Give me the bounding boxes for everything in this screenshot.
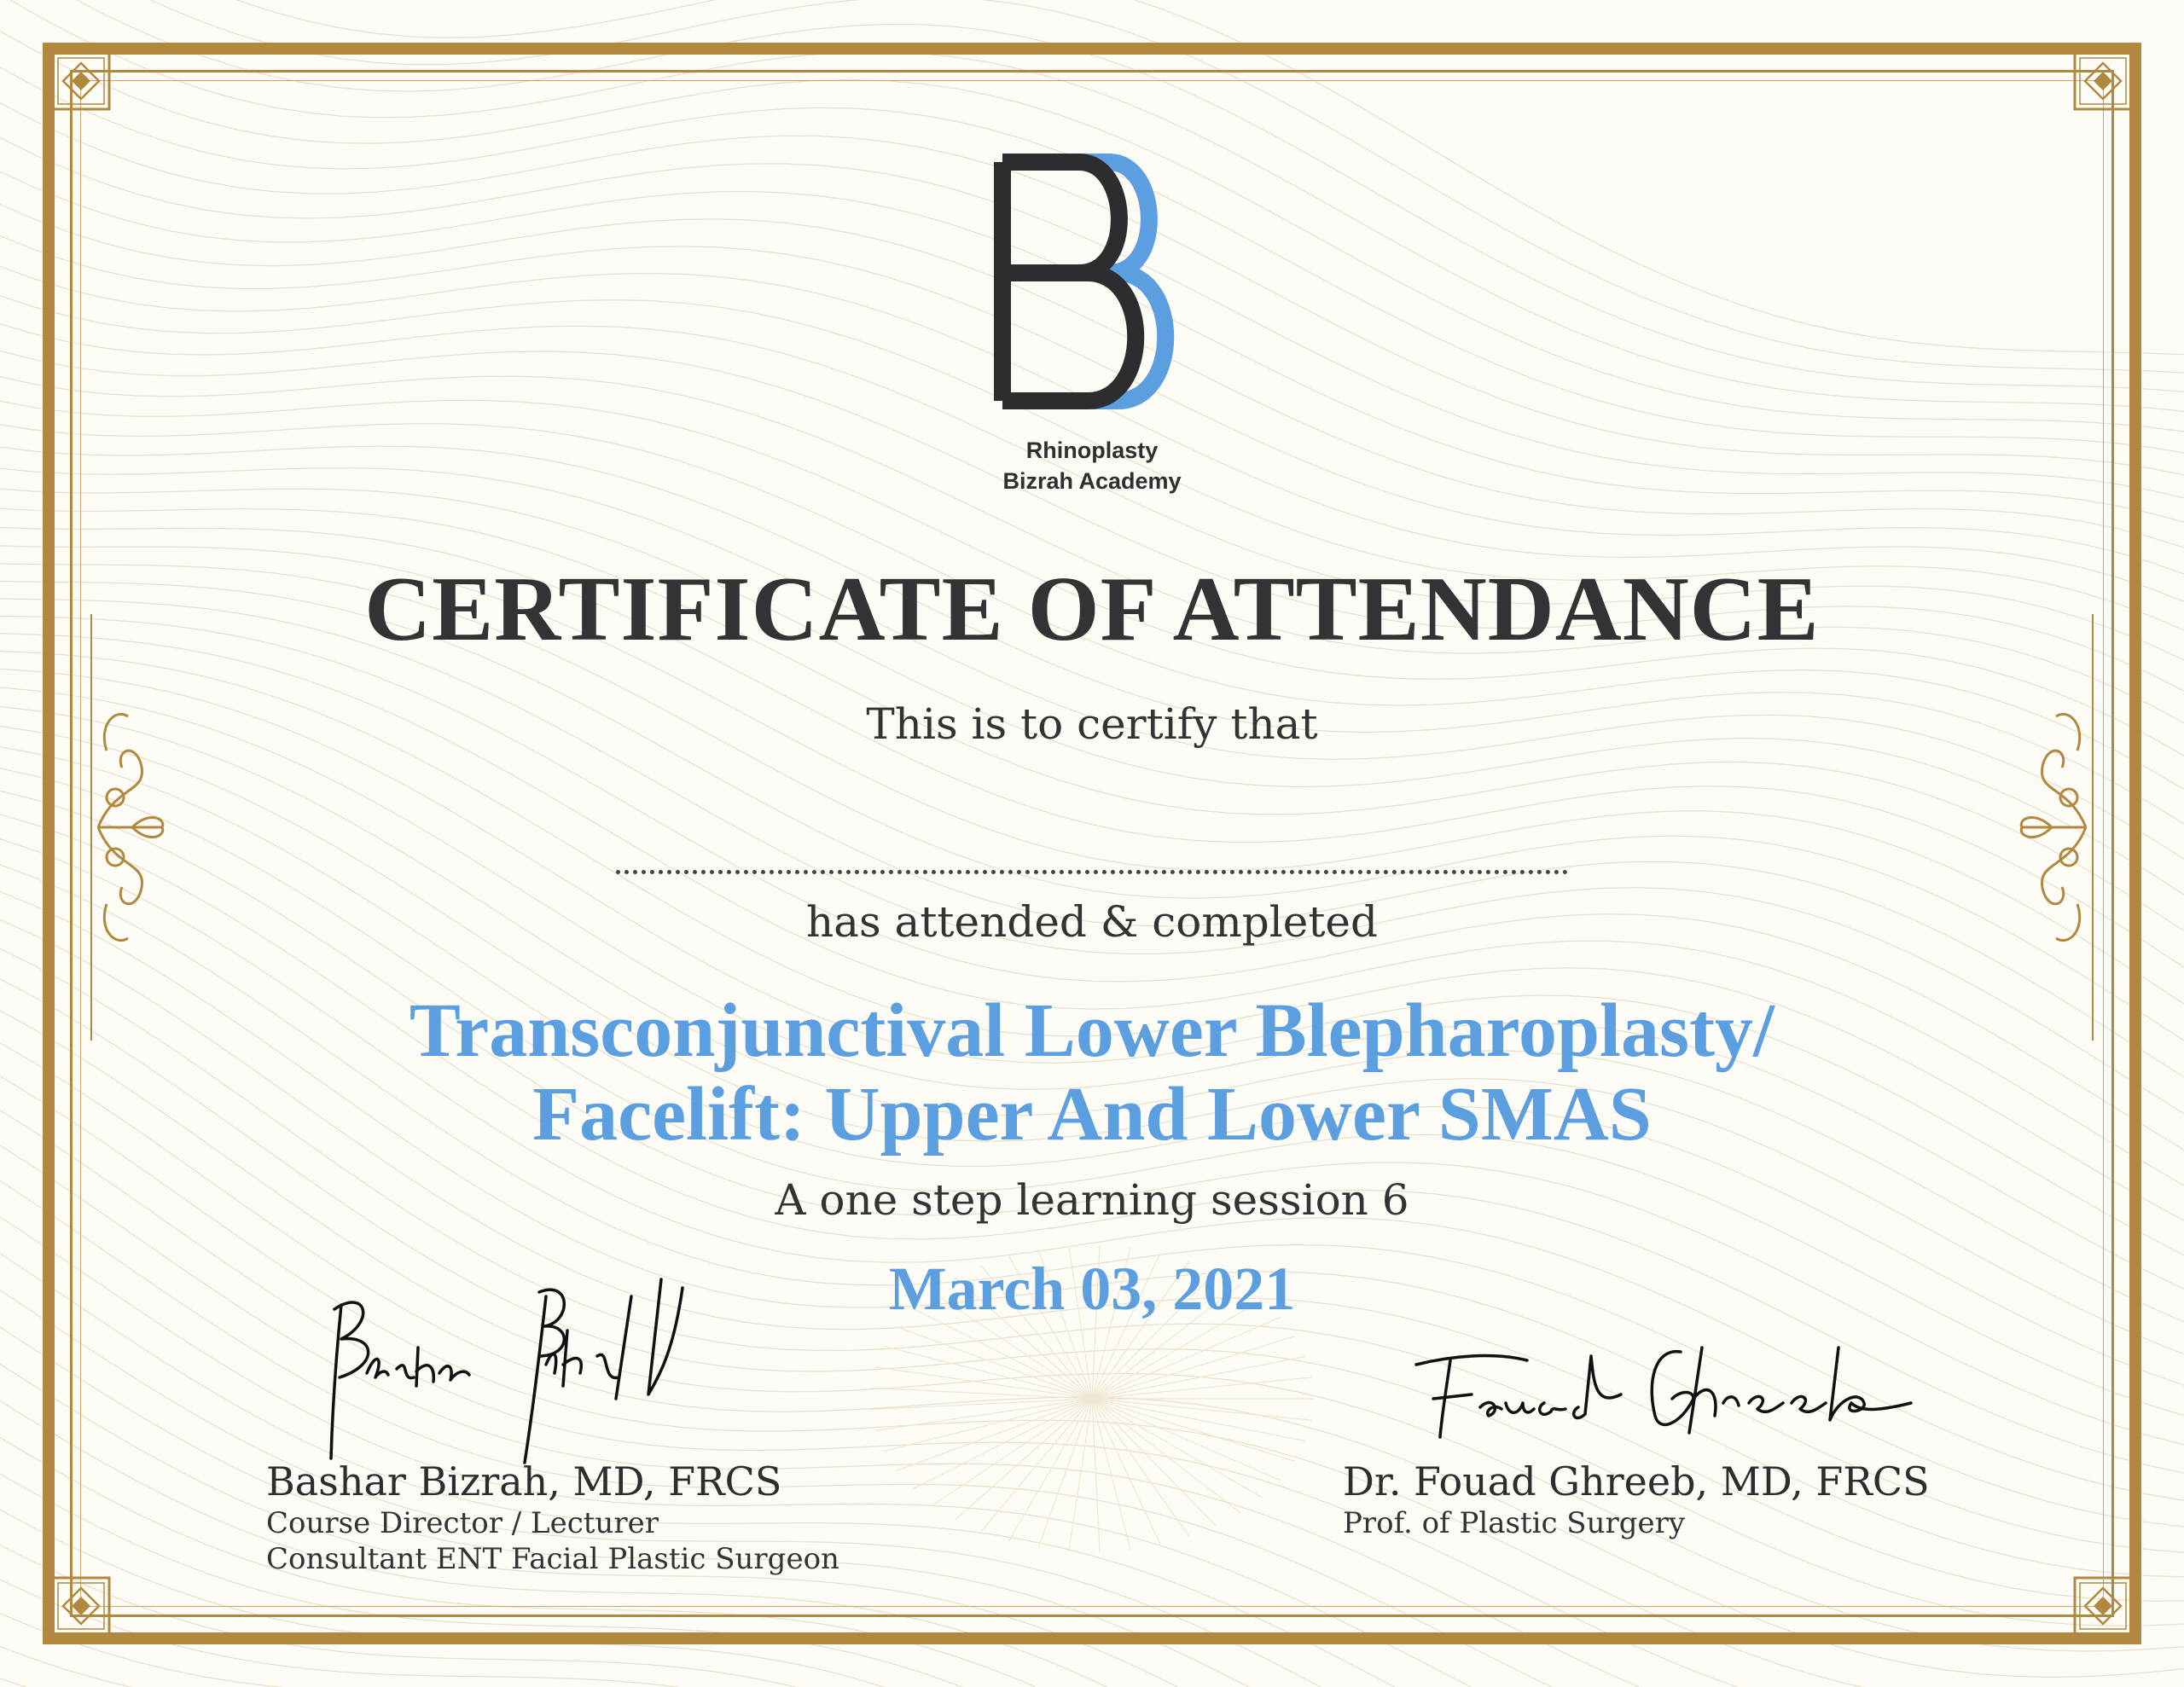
certificate-date: March 03, 2021 xyxy=(888,1255,1296,1323)
attended-text: has attended & completed xyxy=(805,897,1379,947)
certificate-title: CERTIFICATE OF ATTENDANCE xyxy=(364,559,1820,660)
signer-1-role-1: Course Director / Lecturer xyxy=(266,1506,659,1540)
corner-ornament-icon xyxy=(2073,1576,2133,1636)
signature-bashar-bizrah xyxy=(316,1271,725,1467)
course-title-line-1: Transconjunctival Lower Blepharoplasty/ xyxy=(409,988,1775,1073)
signer-2-role-1: Prof. of Plastic Surgery xyxy=(1343,1506,1686,1540)
right-flourish-icon xyxy=(2009,614,2103,1041)
corner-ornament-icon xyxy=(51,51,111,111)
course-title-line-2: Facelift: Upper And Lower SMAS xyxy=(532,1072,1652,1157)
left-flourish-icon xyxy=(81,614,175,1041)
academy-logo xyxy=(990,154,1194,426)
recipient-name-line xyxy=(616,870,1568,874)
academy-line-1: Rhinoplasty xyxy=(1025,438,1159,463)
guilloche-line xyxy=(0,1646,2184,1687)
corner-ornament-icon xyxy=(2073,51,2133,111)
signature-fouad-ghreeb xyxy=(1399,1330,1928,1458)
course-title xyxy=(0,989,2184,1157)
signer-1-name: Bashar Bizrah, MD, FRCS xyxy=(266,1458,782,1504)
corner-ornament-icon xyxy=(51,1576,111,1636)
session-text: A one step learning session 6 xyxy=(775,1175,1409,1225)
signer-1-role-2: Consultant ENT Facial Plastic Surgeon xyxy=(266,1542,839,1576)
certify-text: This is to certify that xyxy=(866,699,1318,749)
academy-line-2: Bizrah Academy xyxy=(1002,468,1182,494)
signer-2-name: Dr. Fouad Ghreeb, MD, FRCS xyxy=(1343,1458,1930,1504)
academy-name xyxy=(921,435,1263,496)
